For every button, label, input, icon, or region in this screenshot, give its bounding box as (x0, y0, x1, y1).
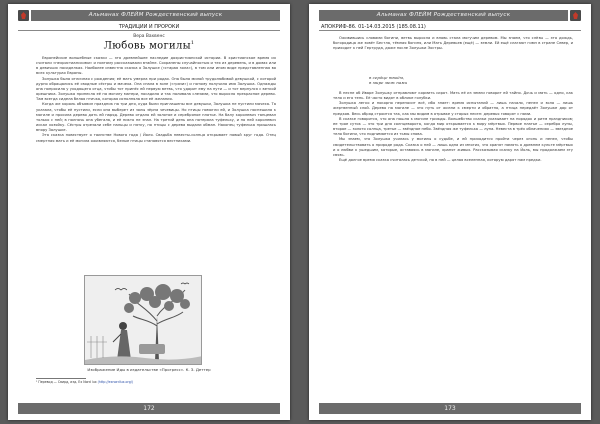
paragraph: В песне об Иваре Золушку отправляют кормить сирот. Мать её из земли говорит ей тайно. Дочь и мать — одно, как тело и его тень. Её часто видят в облике голубки. (333, 91, 573, 101)
poem (369, 75, 407, 86)
paragraph: Европейские волшебные сказки — это древнейшее наследие дохристианской истории. В христианское время их считали «нехристианскими» и поэтому рассказывали втайне. Сохранены случайностью и тех из деревень, и в домах или в девичьих посиделках. Наиболее известна сказка о Золушке («старая зола»), в том или ином виде представленная во всех культурах Европы. (36, 56, 276, 76)
page-number: 173 (319, 403, 581, 414)
article-title-text: Любовь могилы (103, 40, 191, 52)
figure-caption: Изображение Иды в издательстве «Прогресс». К. З. Деттер (87, 367, 211, 372)
poem-line: в мире меж нами (369, 80, 408, 86)
running-header: Альманах ФЛЕЙМ Рождественский выпуск (319, 10, 568, 21)
article-body-continued (333, 36, 573, 68)
article-body-main (333, 91, 573, 401)
paragraph: Ещё долгое время сказка считалась детской, но в ней — целая вселенная, которую дарят нам предки. (339, 158, 542, 163)
paragraph: Эта сказка повествует о таинстве Нового года / Йоля. Свадьба невесты-солнца открывает новый круг года. Отец смертная мать и её могила оживляются, белые птицы становятся вестниками. (36, 133, 276, 143)
title-footnote-marker: 1 (190, 40, 195, 46)
section-title: ТРАДИЦИИ И ПРОРОКИ (18, 23, 280, 31)
right-page (309, 4, 591, 420)
page-number: 172 (18, 403, 280, 414)
poem-line: в сердце твоём, (369, 75, 405, 80)
paragraph: Золушка легко и покорно переносит всё, ибо знает: время испытаний — лишь начало, пепел и зола — лишь жертвенный слой. Дерево на могиле — это путь от жизни к смерти и обратно, а птица передаёт Золушке дар от предков. Весь обряд строится так, как мы видим в отрывке у старых песен: деревья говорят с нами. (333, 101, 573, 116)
illustration (84, 275, 202, 365)
footnote-link[interactable]: (http://exnordlux.org/) (97, 380, 134, 384)
author: Вера Вахвенс (133, 34, 165, 39)
paragraph: В сказке говорится, что она пошла к могиле трижды. Волшебство сказки указывает на порядок и ритм праздников; ее трое суток — это три дня солнцеворота, когда мир открывается к миру мёртвых. Первое платье — серебро луны, второе — золото солнца, третье — звёздное небо. Звёздная же туфелька — луна. Невеста в трёх облачениях — звездное тело богини, что поднимается из тьмы снова. (333, 116, 573, 137)
footnote (36, 380, 276, 384)
paragraph: Когда же король объявил праздник на три дня, куда были приглашены все девушки, Золушка не пустили мачеха. Та указала, чтобы её пустили, если она выберет из золы зёрна чечевицы. Но птицы помогли ей, и Золушка поспешила к могиле и просила дерево дать ей наряд. Дерево отдало ей золотое и серебряное платье. На балу королевич танцевал только с ней; в полночь она убегала, и её никто не знал. На третий день она потеряла туфельку, и по ней королевич искал хозяйку. Сёстры отрезали себе пальцы и пятку, но птицы с дерева выдали обман. Наконец туфелька пришлась впору Золушке. (36, 102, 276, 133)
footnote-divider (36, 378, 86, 379)
emblem-icon (570, 10, 581, 21)
footnote-text: ¹ Перевод — Свирд, изд. Ex Nord lux (36, 380, 97, 384)
paragraph: Оживившись словами богини, ветвь выросла и вновь стала могучим деревом. Мы знаем, что слёзы — это дождь, богородица же зовёт Бестла, тёмная богиня, или Мать Деревьев (ещё) — земли. Ей ещё слагают гимн в стране Север, и приходит к ней Гертруда, даже после Золушки Эостры. (333, 36, 573, 51)
article-title (8, 40, 290, 51)
emblem-icon (18, 10, 29, 21)
article-body (36, 56, 276, 274)
paragraph: Мы знаем, что Золушка училась у могилы о судьбе, и ей приходится пройти через огонь и пепел, чтобы свидетельствовать о природе рода. Сказка о ней — лишь одна из многих, что хранят память о древнем культе мёртвых и о любви к ушедшим, которые, оставаясь в могиле, хранят живых. Рассказывая сказку на Йоль, мы продолжаем эту связь. (333, 137, 573, 157)
issue-info: АПОКРИФ-86. 01-14.03.2015 (185.08.11) (319, 23, 581, 31)
left-page (8, 4, 290, 420)
running-header: Альманах ФЛЕЙМ Рождественский выпуск (31, 10, 280, 21)
illustration-drawing (85, 276, 202, 365)
paragraph: Золушка была отличная с рождения; её мать умерла при родах. Она была милой трудолюбивой девушкой, с которой дурно обращались её сводные сёстры и мачеха. Она спала в золе («грязи») и потому получила имя Золушка. Однажды она попросила у уходящего отца, чтобы тот принёс ей первую ветвь, что ударит ему на пути — и тот вернулся с веткой орешника. Золушка принесла её на могилу матери, посадила и так поливала слезами, что выросло прекрасное дерево. Там всегда сидела белая птичка, которая исполняла все её желания. (36, 76, 276, 102)
